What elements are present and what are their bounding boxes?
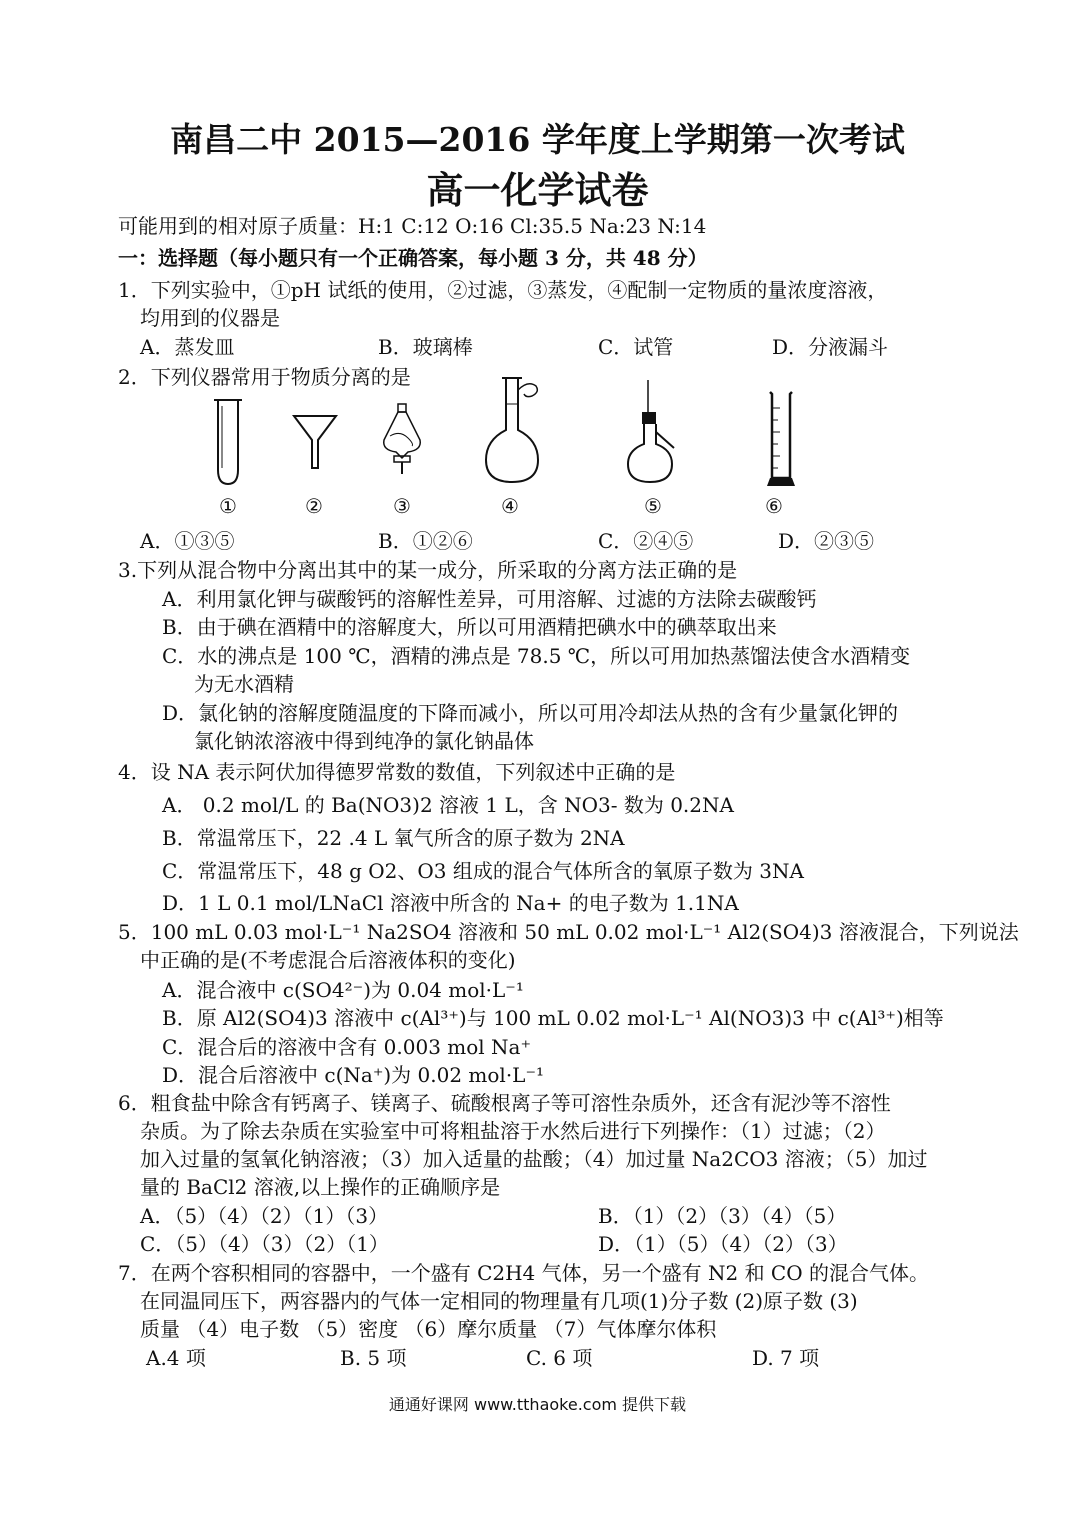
q4-stem: 4．设 NA 表示阿伏加得德罗常数的数值，下列叙述中正确的是 [118,760,676,784]
q3-option-a: A．利用氯化钾与碳酸钙的溶解性差异，可用溶解、过滤的方法除去碳酸钙 [162,587,817,611]
q5-option-d: D．混合后溶液中 c(Na⁺)为 0.02 mol·L⁻¹ [162,1063,545,1087]
q5-option-a: A．混合液中 c(SO4²⁻)为 0.04 mol·L⁻¹ [162,978,524,1002]
q7-option-a: A.4 项 [146,1346,206,1370]
q1-option-d: D．分液漏斗 [772,335,889,359]
q1-option-a: A．蒸发皿 [140,335,235,359]
apparatus-label-4: ④ [501,494,519,518]
volumetric-flask-icon [482,374,548,486]
apparatus-label-1: ① [219,494,237,518]
q7-option-b: B. 5 项 [340,1346,407,1370]
q6-stem-line2: 杂质。为了除去杂质在实验室中可将粗盐溶于水然后进行下列操作：（1）过滤；（2） [140,1119,886,1143]
apparatus-label-2: ② [305,494,323,518]
graduated-cylinder-icon [764,388,798,492]
footer-credit: 通通好课网 www.tthaoke.com 提供下载 [388,1395,687,1414]
apparatus-label-3: ③ [393,494,411,518]
exam-subtitle: 高一化学试卷 [426,168,649,212]
q5-option-c: C．混合后的溶液中含有 0.003 mol Na⁺ [162,1035,532,1059]
q5-stem-cont: 中正确的是(不考虑混合后溶液体积的变化) [140,948,516,972]
q7-stem-line2: 在同温同压下，两容器内的气体一定相同的物理量有几项(1)分子数 (2)原子数 (3) [140,1289,858,1313]
distillation-flask-icon [624,378,678,486]
q3-option-b: B．由于碘在酒精中的溶解度大，所以可用酒精把碘水中的碘萃取出来 [162,615,777,639]
q3-option-d-cont: 氯化钠浓溶液中得到纯净的氯化钠晶体 [194,729,534,753]
q3-option-c: C．水的沸点是 100 ℃，酒精的沸点是 78.5 ℃，所以可用加热蒸馏法使含水酒精变 [162,644,911,668]
apparatus-label-6: ⑥ [765,494,783,518]
q2-stem: 2．下列仪器常用于物质分离的是 [118,365,411,389]
q4-option-a: A． 0.2 mol/L 的 Ba(NO3)2 溶液 1 L，含 NO3- 数为 0.2NA [162,793,734,817]
q1-stem-cont: 均用到的仪器是 [140,306,280,330]
q6-option-c: C．（5）（4）（3）（2）（1） [140,1232,389,1256]
apparatus-label-5: ⑤ [644,494,662,518]
q2-option-a: A．①③⑤ [140,529,235,553]
q6-stem-line3: 加入过量的氢氧化钠溶液；（3）加入适量的盐酸；（4）加过量 Na2CO3 溶液；（5）加过 [140,1147,928,1171]
q2-option-c: C．②④⑤ [598,529,694,553]
q6-option-d: D．（1）（5）（4）（2）（3） [598,1232,848,1256]
q4-option-c: C．常温常压下，48 g O2、O3 组成的混合气体所含的氧原子数为 3NA [162,859,804,883]
q4-option-d: D．1 L 0.1 mol/LNaCl 溶液中所含的 Na+ 的电子数为 1.1NA [162,891,739,915]
exam-title: 南昌二中 2015—2016 学年度上学期第一次考试 [170,120,905,159]
q7-option-c: C. 6 项 [526,1346,593,1370]
q3-option-d: D．氯化钠的溶解度随温度的下降而减小，所以可用冷却法从热的含有少量氯化钾的 [162,701,899,725]
q5-stem: 5．100 mL 0.03 mol·L⁻¹ Na2SO4 溶液和 50 mL 0.02 mol·L⁻¹ Al2(SO4)3 溶液混合，下列说法 [118,920,1019,944]
q6-option-a: A．（5）（4）（2）（1）（3） [140,1204,389,1228]
test-tube-icon [210,396,246,488]
q1-option-b: B．玻璃棒 [378,335,473,359]
q7-stem: 7．在两个容积相同的容器中，一个盛有 C2H4 气体，另一个盛有 N2 和 CO 的混合气体。 [118,1261,929,1285]
funnel-icon [290,410,340,472]
q2-option-d: D．②③⑤ [778,529,875,553]
q6-stem: 6．粗食盐中除含有钙离子、镁离子、硫酸根离子等可溶性杂质外，还含有泥沙等不溶性 [118,1091,891,1115]
q3-stem: 3.下列从混合物中分离出其中的某一成分，所采取的分离方法正确的是 [118,558,738,582]
q7-stem-line3: 质量 （4）电子数 （5）密度 （6）摩尔质量 （7）气体摩尔体积 [140,1317,717,1341]
q3-option-c-cont: 为无水酒精 [194,672,294,696]
q4-option-b: B．常温常压下，22 .4 L 氧气所含的原子数为 2NA [162,826,625,850]
separatory-funnel-icon [378,402,426,476]
q1-option-c: C．试管 [598,335,674,359]
q7-option-d: D. 7 项 [752,1346,820,1370]
q1-stem: 1．下列实验中，①pH 试纸的使用，②过滤，③蒸发，④配制一定物质的量浓度溶液， [118,278,888,302]
atomic-masses: 可能用到的相对原子质量：H:1 C:12 O:16 Cl:35.5 Na:23 N:14 [118,214,707,238]
q6-stem-line4: 量的 BaCl2 溶液,以上操作的正确顺序是 [140,1175,501,1199]
q2-option-b: B．①②⑥ [378,529,473,553]
section-heading: 一：选择题（每小题只有一个正确答案，每小题 3 分，共 48 分） [118,246,708,270]
q6-option-b: B．（1）（2）（3）（4）（5） [598,1204,847,1228]
q5-option-b: B．原 Al2(SO4)3 溶液中 c(Al³⁺)与 100 mL 0.02 mol·L⁻¹ Al(NO3)3 中 c(Al³⁺)相等 [162,1006,944,1030]
